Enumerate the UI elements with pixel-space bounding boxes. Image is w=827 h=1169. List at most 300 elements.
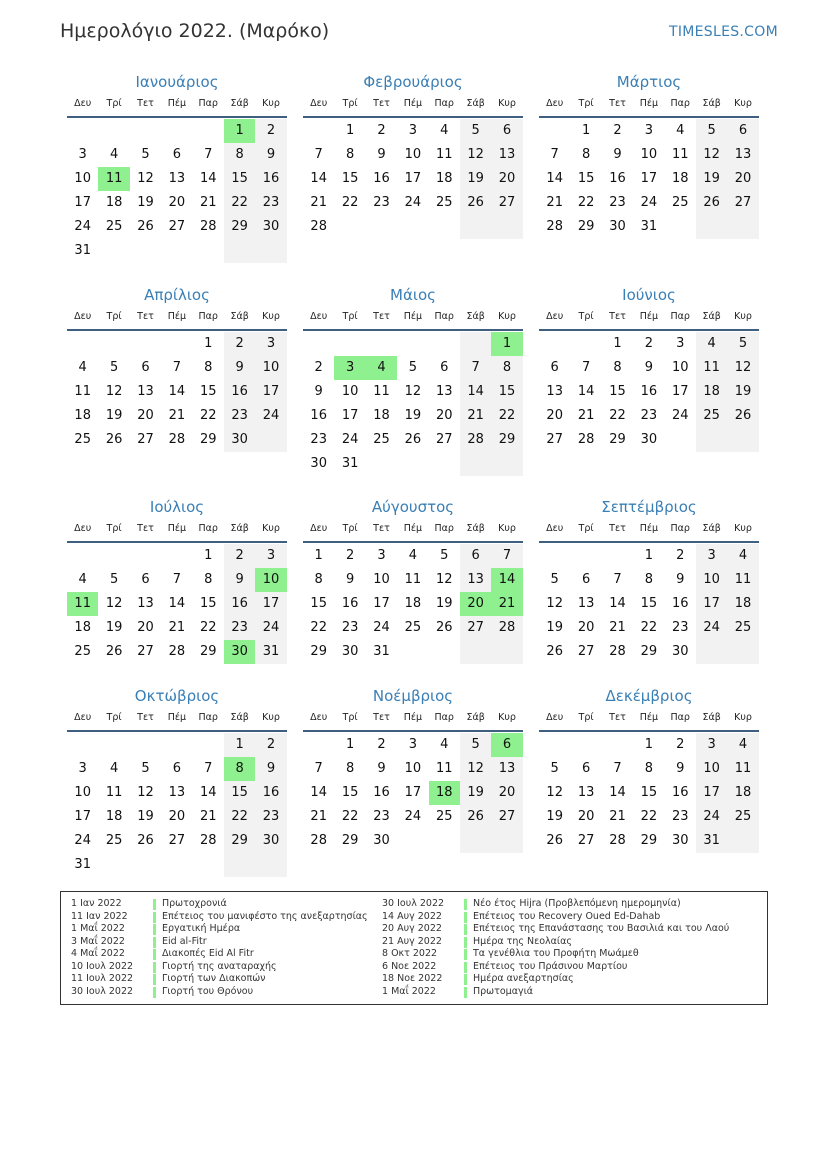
holiday-day-cell: 20	[460, 592, 491, 616]
day-cell: 20	[491, 167, 522, 191]
day-cell: 2	[613, 123, 622, 138]
day-cell: 11	[404, 572, 422, 587]
day-cell: 9	[676, 572, 685, 587]
day-cell: 15	[341, 171, 359, 186]
weekday-label: Παρ	[198, 311, 218, 322]
day-cell: 10	[373, 572, 390, 587]
empty-cell	[303, 119, 334, 143]
day-cell: 13	[577, 596, 595, 611]
day-cell: 22	[310, 620, 327, 635]
weekday-label: Πέμ	[403, 712, 423, 723]
day-cell: 26	[105, 432, 123, 447]
page-title: Ημερολόγιο 2022. (Μαρόκο)	[60, 20, 330, 42]
day-cell: 26	[546, 644, 563, 659]
weekday-label: Σάβ	[702, 311, 721, 322]
day-cell: 23	[609, 195, 626, 210]
day-cell: 4	[109, 147, 119, 162]
empty-cell	[491, 452, 522, 476]
legend-row	[382, 961, 729, 974]
day-cell: 30	[341, 644, 359, 659]
day-cell: 1	[613, 336, 622, 351]
weekday-label: Πέμ	[167, 98, 187, 109]
empty-cell	[98, 544, 129, 568]
day-cell: 23	[671, 809, 689, 824]
empty-cell	[602, 733, 633, 757]
day-grid	[67, 119, 287, 263]
day-cell: 20	[137, 408, 154, 423]
empty-cell	[98, 853, 129, 877]
legend-holiday-name: Ημέρα ανεξαρτησίας	[473, 973, 574, 984]
day-cell: 25	[74, 432, 91, 447]
day-cell: 5	[141, 761, 150, 776]
day-cell: 11	[696, 356, 727, 380]
day-cell: 15	[609, 384, 626, 399]
day-cell: 20	[137, 620, 154, 635]
empty-cell	[570, 733, 601, 757]
day-cell: 26	[546, 833, 563, 848]
day-cell: 26	[105, 644, 123, 659]
empty-cell	[224, 853, 255, 877]
day-cell: 6	[172, 761, 181, 776]
day-cell: 28	[460, 428, 491, 452]
day-cell: 14	[546, 171, 563, 186]
day-cell: 18	[404, 596, 422, 611]
day-cell: 3	[408, 123, 417, 138]
weekday-label: Κυρ	[498, 523, 516, 534]
day-cell: 19	[105, 620, 123, 635]
day-cell: 14	[310, 785, 327, 800]
legend-color-marker	[153, 974, 156, 985]
day-cell: 21	[310, 809, 327, 824]
day-cell: 15	[199, 596, 217, 611]
day-cell: 4	[408, 548, 417, 563]
day-cell: 10	[255, 356, 286, 380]
legend-holiday-name: Γιορτή της αναταραχής	[162, 960, 277, 972]
legend-date: 11 Ιαν 2022	[71, 910, 128, 922]
weekday-label: Πέμ	[167, 523, 187, 534]
day-cell: 23	[255, 191, 286, 215]
day-cell: 8	[204, 360, 213, 375]
day-cell: 11	[435, 147, 453, 162]
empty-cell	[161, 239, 192, 263]
weekday-label: Τετ	[373, 523, 390, 534]
day-cell: 2	[377, 123, 386, 138]
day-cell: 30	[373, 833, 390, 848]
day-grid	[67, 332, 287, 452]
empty-cell	[366, 452, 397, 476]
day-cell: 27	[577, 833, 595, 848]
holiday-day-cell: 18	[429, 781, 460, 805]
day-cell: 6	[581, 572, 591, 587]
day-cell: 10	[696, 568, 727, 592]
day-cell: 23	[373, 809, 390, 824]
empty-cell	[429, 452, 460, 476]
weekday-label: Δευ	[74, 98, 92, 109]
legend-color-marker	[464, 962, 467, 973]
weekday-label: Πέμ	[639, 523, 659, 534]
day-cell: 21	[460, 404, 491, 428]
day-cell: 6	[727, 119, 758, 143]
empty-cell	[193, 853, 224, 877]
weekday-label: Πέμ	[403, 523, 423, 534]
legend-row	[71, 973, 368, 986]
day-cell: 15	[310, 596, 327, 611]
weekday-label: Κυρ	[734, 523, 752, 534]
day-cell: 22	[577, 195, 595, 210]
day-cell: 17	[341, 408, 359, 423]
weekday-label: Δευ	[310, 712, 328, 723]
day-cell: 26	[137, 219, 154, 234]
day-cell: 7	[581, 360, 591, 375]
day-cell: 8	[345, 761, 355, 776]
day-cell: 10	[640, 147, 658, 162]
day-cell: 17	[404, 171, 422, 186]
day-cell: 20	[577, 620, 595, 635]
day-cell: 30	[255, 829, 286, 853]
day-cell: 16	[640, 384, 658, 399]
weekday-label: Πέμ	[639, 311, 659, 322]
day-cell: 9	[224, 356, 255, 380]
day-grid	[303, 733, 523, 853]
day-cell: 6	[141, 572, 150, 587]
day-cell: 10	[341, 384, 359, 399]
empty-cell	[161, 332, 192, 356]
weekday-label: Σάβ	[466, 712, 485, 723]
legend-color-marker	[153, 962, 156, 973]
day-cell: 3	[696, 544, 727, 568]
day-cell: 27	[577, 644, 595, 659]
day-cell: 5	[727, 332, 758, 356]
empty-cell	[665, 215, 696, 239]
weekday-label: Δευ	[546, 523, 564, 534]
day-cell: 22	[199, 620, 217, 635]
month-block	[303, 285, 523, 476]
weekday-label: Τετ	[373, 712, 390, 723]
day-cell: 4	[109, 761, 119, 776]
empty-cell	[429, 215, 460, 239]
day-cell: 9	[224, 568, 255, 592]
month-block	[539, 72, 759, 239]
weekday-label: Σάβ	[466, 523, 485, 534]
day-cell: 11	[373, 384, 390, 399]
day-cell: 19	[435, 596, 453, 611]
day-cell: 24	[74, 833, 91, 848]
day-cell: 13	[137, 596, 154, 611]
day-cell: 20	[546, 408, 563, 423]
empty-cell	[397, 215, 428, 239]
holiday-day-cell: 30	[224, 640, 255, 664]
weekday-label: Παρ	[670, 311, 690, 322]
weekday-label: Τετ	[609, 98, 626, 109]
day-cell: 8	[224, 143, 255, 167]
day-cell: 1	[204, 336, 213, 351]
day-cell: 30	[640, 432, 658, 447]
legend-color-marker	[464, 924, 467, 935]
day-cell: 31	[373, 644, 390, 659]
weekday-label: Δευ	[546, 712, 564, 723]
month-block	[303, 686, 523, 853]
weekday-label: Πέμ	[403, 311, 423, 322]
day-cell: 21	[199, 809, 217, 824]
day-cell: 28	[168, 432, 186, 447]
day-cell: 13	[137, 384, 154, 399]
day-cell: 8	[204, 572, 213, 587]
weekday-label: Παρ	[434, 523, 454, 534]
day-cell: 5	[460, 119, 491, 143]
day-cell: 29	[640, 833, 658, 848]
day-cell: 24	[640, 195, 658, 210]
day-cell: 19	[546, 620, 563, 635]
weekday-label: Τρί	[342, 311, 358, 322]
weekday-label: Πέμ	[639, 712, 659, 723]
empty-cell	[130, 733, 161, 757]
day-cell: 14	[199, 785, 217, 800]
day-cell: 29	[640, 644, 658, 659]
day-cell: 8	[491, 356, 522, 380]
day-cell: 5	[550, 761, 559, 776]
weekday-label: Παρ	[670, 523, 690, 534]
day-cell: 12	[696, 143, 727, 167]
weekday-label: Δευ	[310, 523, 328, 534]
empty-cell	[130, 544, 161, 568]
day-cell: 27	[491, 191, 522, 215]
day-cell: 18	[105, 195, 123, 210]
weekday-label: Τρί	[578, 98, 594, 109]
empty-cell	[727, 215, 758, 239]
weekday-label: Κυρ	[262, 523, 280, 534]
legend-date: 14 Αυγ 2022	[382, 910, 442, 922]
weekday-label: Πέμ	[403, 98, 423, 109]
weekday-label: Σάβ	[466, 311, 485, 322]
weekday-label: Τρί	[106, 523, 122, 534]
day-cell: 1	[204, 548, 213, 563]
empty-cell	[665, 428, 696, 452]
day-cell: 16	[341, 596, 359, 611]
day-cell: 2	[676, 548, 685, 563]
day-cell: 27	[137, 432, 154, 447]
empty-cell	[161, 119, 192, 143]
day-grid	[67, 544, 287, 664]
day-cell: 4	[78, 572, 87, 587]
day-cell: 29	[341, 833, 359, 848]
day-cell: 29	[609, 432, 626, 447]
weekday-label: Τρί	[578, 712, 594, 723]
day-cell: 21	[577, 408, 595, 423]
day-cell: 24	[255, 404, 286, 428]
month-block	[303, 497, 523, 664]
day-cell: 20	[435, 408, 453, 423]
weekday-label: Παρ	[198, 98, 218, 109]
day-cell: 27	[137, 644, 154, 659]
day-cell: 2	[345, 548, 355, 563]
day-cell: 5	[109, 360, 119, 375]
day-cell: 27	[460, 616, 491, 640]
day-grid	[67, 733, 287, 877]
day-cell: 14	[310, 171, 327, 186]
weekday-label: Δευ	[546, 311, 564, 322]
day-cell: 22	[199, 408, 217, 423]
day-cell: 21	[199, 195, 217, 210]
day-cell: 28	[577, 432, 595, 447]
legend-holiday-name: Πρωτομαγιά	[473, 985, 534, 997]
day-cell: 8	[345, 147, 355, 162]
day-cell: 31	[74, 243, 91, 258]
day-cell: 17	[404, 785, 422, 800]
day-cell: 7	[172, 360, 181, 375]
day-cell: 5	[109, 572, 119, 587]
legend-row	[71, 936, 368, 949]
legend-date: 3 Μαΐ 2022	[71, 935, 125, 947]
holiday-day-cell: 6	[491, 733, 522, 757]
day-cell: 29	[199, 644, 217, 659]
month-block	[539, 686, 759, 853]
weekday-label: Δευ	[74, 523, 92, 534]
weekday-label: Τετ	[137, 311, 154, 322]
weekday-header	[539, 311, 759, 331]
empty-cell	[460, 829, 491, 853]
legend-holiday-name: Διακοπές Eid Al Fitr	[162, 948, 254, 959]
legend-holiday-name: Ημέρα της Νεολαίας	[473, 935, 572, 947]
month-block	[539, 285, 759, 452]
legend-color-marker	[153, 937, 156, 948]
weekday-label: Παρ	[434, 712, 454, 723]
empty-cell	[727, 640, 758, 664]
legend-holiday-name: Eid al-Fitr	[162, 935, 207, 947]
empty-cell	[539, 119, 570, 143]
day-cell: 5	[550, 572, 559, 587]
day-cell: 4	[440, 123, 449, 138]
day-cell: 10	[404, 147, 422, 162]
legend-date: 11 Ιουλ 2022	[71, 973, 134, 984]
holiday-day-cell: 14	[491, 568, 522, 592]
day-cell: 5	[696, 119, 727, 143]
weekday-label: Σάβ	[702, 523, 721, 534]
weekday-label: Παρ	[670, 712, 690, 723]
day-cell: 17	[696, 592, 727, 616]
empty-cell	[130, 332, 161, 356]
day-cell: 6	[491, 119, 522, 143]
day-cell: 31	[696, 829, 727, 853]
day-cell: 1	[581, 123, 591, 138]
empty-cell	[303, 332, 334, 356]
day-cell: 20	[168, 809, 186, 824]
weekday-label: Δευ	[74, 712, 92, 723]
day-cell: 1	[345, 123, 355, 138]
empty-cell	[193, 119, 224, 143]
holiday-day-cell: 8	[224, 757, 255, 781]
weekday-label: Τετ	[373, 311, 390, 322]
day-cell: 29	[491, 428, 522, 452]
weekday-label: Σάβ	[230, 98, 249, 109]
day-cell: 14	[168, 596, 186, 611]
empty-cell	[67, 733, 98, 757]
legend-holiday-name: Εργατική Ημέρα	[162, 923, 241, 934]
day-cell: 14	[577, 384, 595, 399]
day-grid	[539, 733, 759, 853]
empty-cell	[429, 332, 460, 356]
empty-cell	[98, 733, 129, 757]
month-block	[303, 72, 523, 239]
weekday-header	[539, 98, 759, 118]
day-cell: 19	[105, 408, 123, 423]
weekday-label: Πέμ	[167, 311, 187, 322]
day-cell: 8	[581, 147, 591, 162]
empty-cell	[130, 239, 161, 263]
brand-link[interactable]: TIMESLES.COM	[669, 24, 778, 40]
day-cell: 3	[255, 332, 286, 356]
weekday-label: Δευ	[546, 98, 564, 109]
weekday-header	[67, 712, 287, 732]
empty-cell	[460, 215, 491, 239]
day-cell: 5	[460, 733, 491, 757]
empty-cell	[98, 239, 129, 263]
day-cell: 2	[676, 737, 685, 752]
weekday-label: Τρί	[342, 98, 358, 109]
day-cell: 27	[168, 833, 186, 848]
legend-date: 30 Ιουλ 2022	[382, 898, 445, 909]
day-cell: 28	[199, 833, 217, 848]
weekday-header	[303, 98, 523, 118]
day-cell: 18	[435, 171, 453, 186]
day-cell: 4	[676, 123, 685, 138]
day-cell: 16	[255, 781, 286, 805]
day-cell: 25	[373, 432, 390, 447]
empty-cell	[460, 452, 491, 476]
day-cell: 23	[341, 620, 359, 635]
empty-cell	[696, 640, 727, 664]
month-block	[539, 497, 759, 664]
weekday-label: Παρ	[434, 98, 454, 109]
day-cell: 4	[727, 733, 758, 757]
day-cell: 17	[74, 809, 91, 824]
weekday-label: Κυρ	[498, 98, 516, 109]
day-cell: 12	[546, 596, 563, 611]
weekday-label: Δευ	[74, 311, 92, 322]
day-cell: 11	[727, 757, 758, 781]
day-cell: 10	[404, 761, 422, 776]
day-cell: 28	[491, 616, 522, 640]
day-cell: 2	[255, 119, 286, 143]
legend-column-right	[382, 898, 729, 998]
day-cell: 10	[696, 757, 727, 781]
legend-color-marker	[464, 974, 467, 985]
legend-color-marker	[464, 937, 467, 948]
day-cell: 18	[696, 380, 727, 404]
day-cell: 1	[644, 548, 653, 563]
day-cell: 17	[640, 171, 658, 186]
day-cell: 7	[204, 761, 213, 776]
day-cell: 25	[74, 644, 91, 659]
day-cell: 21	[310, 195, 327, 210]
legend-row	[382, 948, 729, 961]
day-cell: 18	[373, 408, 390, 423]
weekday-label: Κυρ	[734, 98, 752, 109]
legend-date: 1 Μαΐ 2022	[71, 923, 125, 934]
day-cell: 16	[671, 785, 689, 800]
weekday-label: Δευ	[310, 311, 328, 322]
legend-color-marker	[153, 949, 156, 960]
weekday-label: Παρ	[670, 98, 690, 109]
month-block	[67, 72, 287, 263]
weekday-label: Τετ	[609, 311, 626, 322]
empty-cell	[397, 332, 428, 356]
day-cell: 11	[727, 568, 758, 592]
empty-cell	[539, 544, 570, 568]
day-cell: 22	[640, 809, 658, 824]
day-cell: 13	[577, 785, 595, 800]
day-cell: 2	[255, 733, 286, 757]
weekday-label: Τετ	[137, 523, 154, 534]
